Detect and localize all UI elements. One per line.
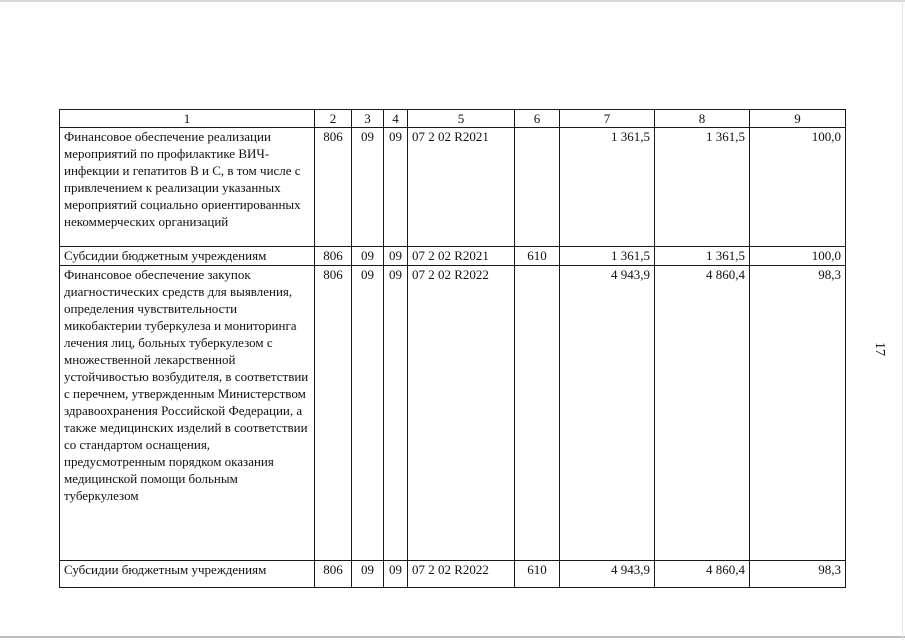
expense-type-cell [515,266,560,561]
table-row [60,561,846,588]
header-cell: 1 [60,110,315,128]
amount-cell: 1 361,5 [655,128,750,247]
percent-cell: 100,0 [750,247,846,266]
header-cell: 8 [655,110,750,128]
amount-cell: 4 943,9 [560,266,655,561]
ministry-code-cell: 806 [315,247,352,266]
header-cell: 4 [384,110,408,128]
header-cell: 6 [515,110,560,128]
subsection-code-cell: 09 [384,247,408,266]
subsection-code-cell: 09 [384,128,408,247]
expense-type-cell: 610 [515,561,560,588]
section-code-cell: 09 [352,247,384,266]
header-cell: 3 [352,110,384,128]
header-cell: 9 [750,110,846,128]
subsection-code-cell: 09 [384,266,408,561]
target-article-cell: 07 2 02 R2021 [408,247,515,266]
target-article-cell: 07 2 02 R2022 [408,266,515,561]
table-row [60,128,846,247]
amount-cell: 1 361,5 [655,247,750,266]
amount-cell: 1 361,5 [560,247,655,266]
table-row [60,266,846,561]
section-code-cell: 09 [352,561,384,588]
header-cell: 2 [315,110,352,128]
percent-cell: 100,0 [750,128,846,247]
header-cell: 7 [560,110,655,128]
ministry-code-cell: 806 [315,561,352,588]
subsection-code-cell: 09 [384,561,408,588]
percent-cell: 98,3 [750,266,846,561]
budget-table [59,109,846,588]
percent-cell: 98,3 [750,561,846,588]
scan-edge-top [0,0,905,2]
target-article-cell: 07 2 02 R2021 [408,128,515,247]
row-name-cell: Субсидии бюджетным учреждениям [60,561,315,588]
ministry-code-cell: 806 [315,266,352,561]
amount-cell: 4 860,4 [655,561,750,588]
row-name-cell: Финансовое обеспечение реализации мероприятий по профилактике ВИЧ-инфекции и гепатитов В и С, в том числе с привлечением к реализации указанных мероприятий социально ориентированных некоммерческих организаций [60,128,315,247]
expense-type-cell: 610 [515,247,560,266]
expense-type-cell [515,128,560,247]
ministry-code-cell: 806 [315,128,352,247]
amount-cell: 4 943,9 [560,561,655,588]
table-row [60,247,846,266]
amount-cell: 1 361,5 [560,128,655,247]
page-number: 17 [872,342,887,356]
table-header-row [60,110,846,128]
header-cell: 5 [408,110,515,128]
section-code-cell: 09 [352,128,384,247]
section-code-cell: 09 [352,266,384,561]
row-name-cell: Субсидии бюджетным учреждениям [60,247,315,266]
scan-edge-bottom [0,636,905,638]
target-article-cell: 07 2 02 R2022 [408,561,515,588]
amount-cell: 4 860,4 [655,266,750,561]
row-name-cell: Финансовое обеспечение закупок диагностических средств для выявления, определения чувствительности микобактерии туберкулеза и мониторинга лечения лиц, больных туберкулезом с множественной лекарственной устойчивостью возбудителя, в соответствии с перечнем, утвержденным Министерством здравоохранения Российской Федерации, а также медицинских изделий в соответствии со стандартом оснащения, предусмотренным порядком оказания медицинской помощи больным туберкулезом [60,266,315,561]
scan-edge-right [902,0,903,640]
